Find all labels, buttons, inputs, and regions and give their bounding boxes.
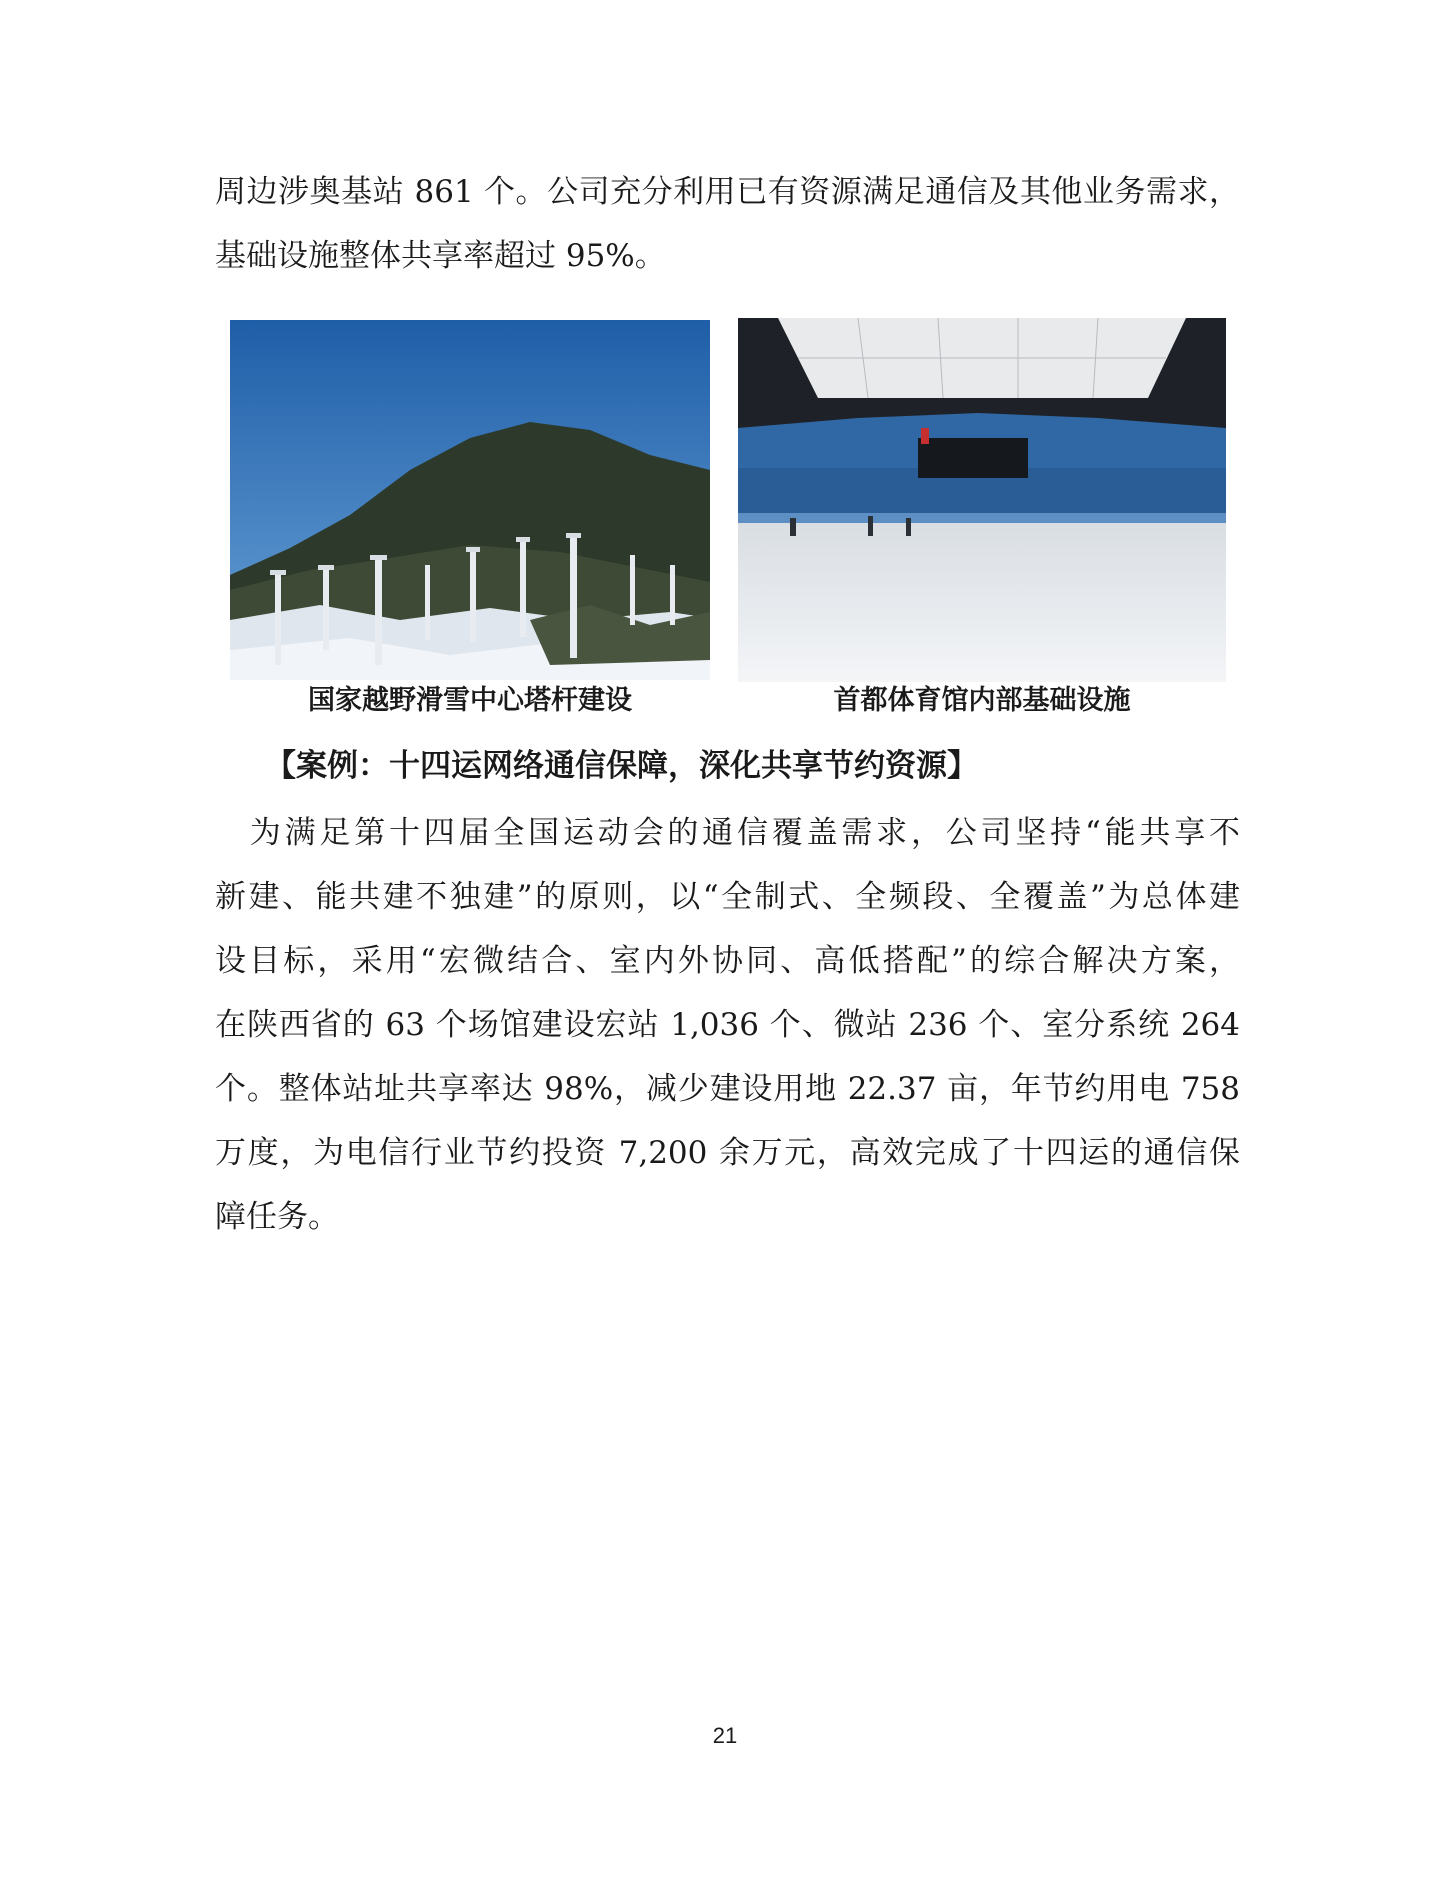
figure-caption-ski-center: 国家越野滑雪中心塔杆建设: [308, 685, 632, 716]
intro-line-1: 周边涉奥基站 861 个。公司充分利用已有资源满足通信及其他业务需求，: [215, 174, 1240, 210]
case-line-1: 为满足第十四届全国运动会的通信覆盖需求，公司坚持“能共享不: [215, 815, 1240, 851]
case-line-2: 新建、能共建不独建”的原则，以“全制式、全频段、全覆盖”为总体建: [215, 879, 1240, 915]
case-heading: 【案例：十四运网络通信保障，深化共享节约资源】: [265, 748, 978, 784]
figure-caption-gymnasium: 首都体育馆内部基础设施: [833, 685, 1131, 716]
intro-line-2: 基础设施整体共享率超过 95%。: [215, 238, 666, 274]
gymnasium-interior-photo: [738, 318, 1226, 682]
case-line-7: 障任务。: [215, 1199, 339, 1235]
ski-center-tower-photo: [230, 320, 710, 680]
case-line-5: 个。整体站址共享率达 98%，减少建设用地 22.37 亩，年节约用电 758: [215, 1071, 1240, 1107]
case-line-4: 在陕西省的 63 个场馆建设宏站 1,036 个、微站 236 个、室分系统 264: [215, 1007, 1240, 1043]
case-line-3: 设目标，采用“宏微结合、室内外协同、高低搭配”的综合解决方案，: [215, 943, 1240, 979]
page-number: 21: [712, 1723, 738, 1748]
case-line-6: 万度，为电信行业节约投资 7,200 余万元，高效完成了十四运的通信保: [215, 1135, 1240, 1171]
